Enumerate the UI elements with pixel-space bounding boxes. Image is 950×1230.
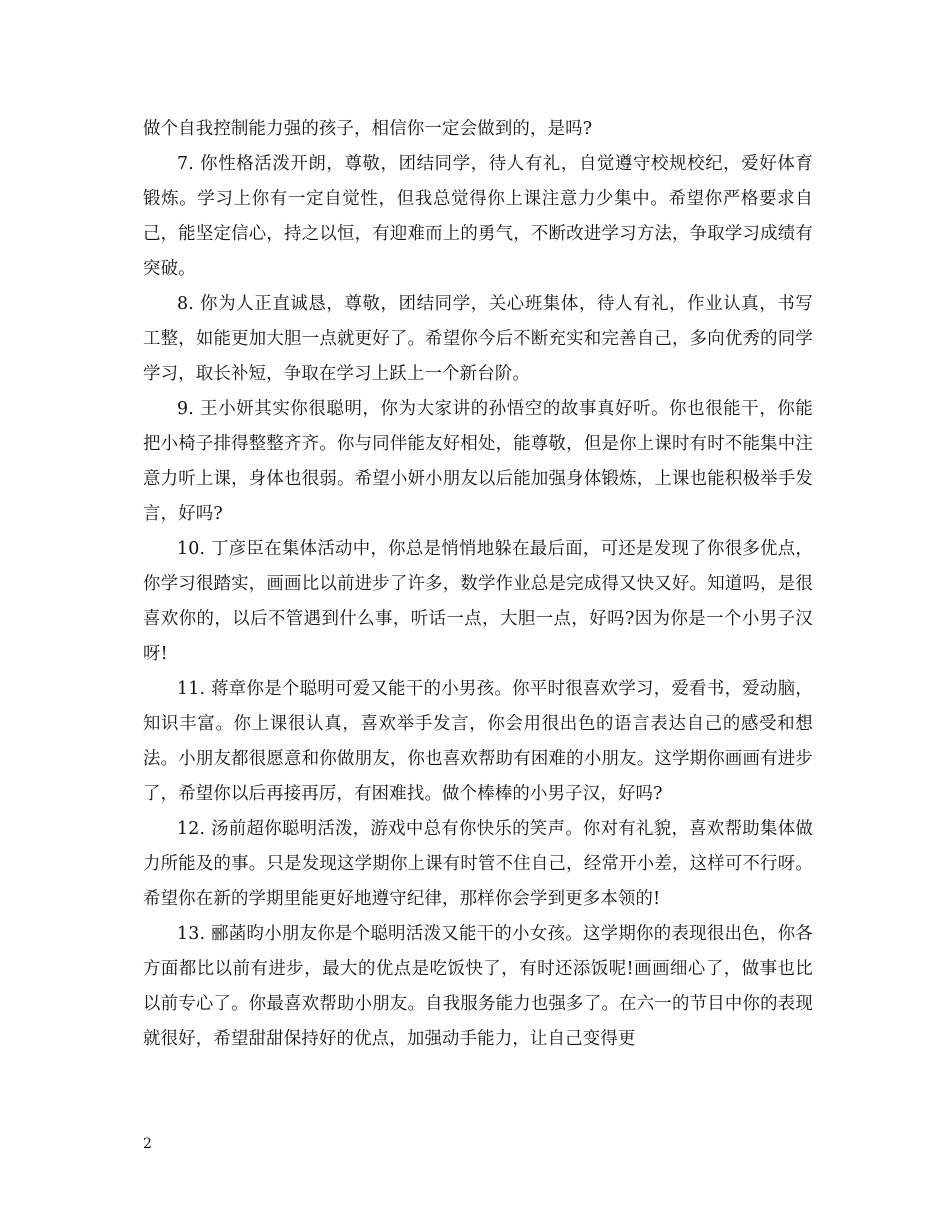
paragraph-11: 11. 蒋章你是个聪明可爱又能干的小男孩。你平时很喜欢学习，爱看书，爱动脑，知识丰富。你上课很认真，喜欢举手发言，你会用很出色的语言表达自己的感受和想法。小朋友都很愿意和你做朋友，你也喜欢帮助有困难的小朋友。这学期你画画有进步了，希望你以后再接再厉，有困难找。做个棒棒的小男子汉，好吗? bbox=[143, 679, 813, 804]
paragraph-8: 8. 你为人正直诚恳，尊敬，团结同学，关心班集体，待人有礼，作业认真，书写工整，如能更加大胆一点就更好了。希望你今后不断充实和完善自己，多向优秀的同学学习，取长补短，争取在学习上跃上一个新台阶。 bbox=[143, 294, 813, 384]
paragraph-continued: 做个自我控制能力强的孩子，相信你一定会做到的，是吗? bbox=[143, 119, 593, 139]
paragraph-7: 7. 你性格活泼开朗，尊敬，团结同学，待人有礼，自觉遵守校规校纪，爱好体育锻炼。学习上你有一定自觉性，但我总觉得你上课注意力少集中。希望你严格要求自己，能坚定信心，持之以恒，有迎难而上的勇气，不断改进学习方法，争取学习成绩有突破。 bbox=[143, 154, 813, 279]
paragraph-10: 10. 丁彦臣在集体活动中，你总是悄悄地躲在最后面，可还是发现了你很多优点，你学习很踏实，画画比以前进步了许多，数学作业总是完成得又快又好。知道吗，是很喜欢你的，以后不管遇到什么事，听话一点，大胆一点，好吗?因为你是一个小男子汉呀! bbox=[143, 539, 813, 664]
paragraph-9: 9. 王小妍其实你很聪明，你为大家讲的孙悟空的故事真好听。你也很能干，你能把小椅子排得整整齐齐。你与同伴能友好相处，能尊敬，但是你上课时有时不能集中注意力听上课，身体也很弱。希望小妍小朋友以后能加强身体锻炼，上课也能积极举手发言，好吗? bbox=[143, 399, 813, 524]
page-number: 2 bbox=[143, 1136, 152, 1152]
paragraph-12: 12. 汤前超你聪明活泼，游戏中总有你快乐的笑声。你对有礼貌，喜欢帮助集体做力所能及的事。只是发现这学期你上课有时管不住自己，经常开小差，这样可不行呀。希望你在新的学期里能更好地遵守纪律，那样你会学到更多本领的! bbox=[143, 819, 813, 909]
body-text bbox=[143, 112, 813, 1057]
paragraph-13: 13. 郦菡昀小朋友你是个聪明活泼又能干的小女孩。这学期你的表现很出色，你各方面都比以前有进步，最大的优点是吃饭快了，有时还添饭呢!画画细心了，做事也比以前专心了。你最喜欢帮助小朋友。自我服务能力也强多了。在六一的节目中你的表现就很好，希望甜甜保持好的优点，加强动手能力，让自己变得更 bbox=[143, 924, 813, 1049]
